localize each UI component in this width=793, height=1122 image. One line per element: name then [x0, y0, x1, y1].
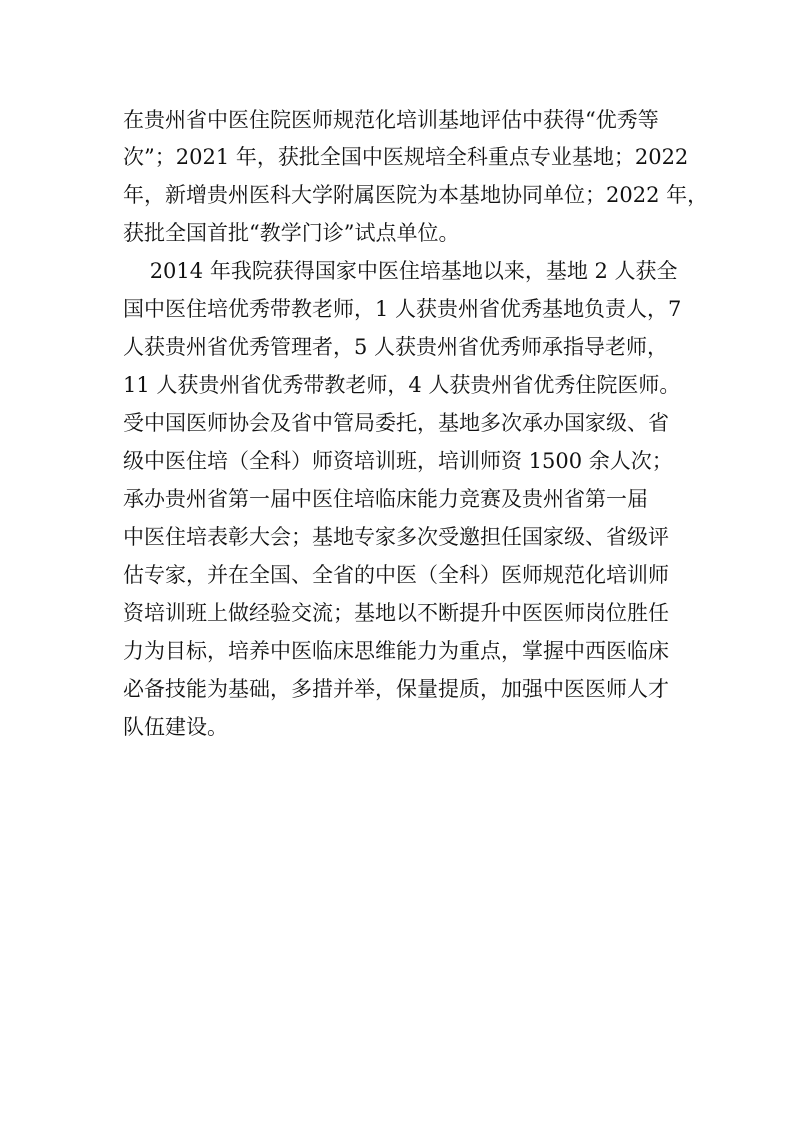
paragraph-1-line-4: 获批全国首批“教学门诊”试点单位。	[123, 221, 460, 245]
paragraph-2-line-1: 2014 年我院获得国家中医住培基地以来，基地 2 人获全	[123, 259, 678, 283]
paragraph-2-line-13: 队伍建设。	[123, 715, 228, 739]
paragraph-2-line-7: 承办贵州省第一届中医住培临床能力竞赛及贵州省第一届	[123, 487, 648, 511]
paragraph-1-line-3: 年，新增贵州医科大学附属医院为本基地协同单位；2022 年，	[123, 183, 709, 207]
paragraph-2-line-10: 资培训班上做经验交流；基地以不断提升中医医师岗位胜任	[123, 601, 669, 625]
paragraph-1-line-1: 在贵州省中医住院医师规范化培训基地评估中获得“优秀等	[123, 108, 659, 132]
paragraph-2-line-8: 中医住培表彰大会；基地专家多次受邀担任国家级、省级评	[123, 525, 669, 549]
paragraph-2-line-4: 11 人获贵州省优秀带教老师，4 人获贵州省优秀住院医师。	[123, 373, 681, 397]
paragraph-2-line-3: 人获贵州省优秀管理者，5 人获贵州省优秀师承指导老师，	[123, 335, 669, 359]
paragraph-2-line-6: 级中医住培（全科）师资培训班，培训师资 1500 余人次；	[123, 449, 673, 473]
paragraph-2-line-9: 估专家，并在全国、全省的中医（全科）医师规范化培训师	[123, 563, 669, 587]
paragraph-2-line-2: 国中医住培优秀带教老师，1 人获贵州省优秀基地负责人，7	[123, 297, 682, 321]
paragraph-2-line-11: 力为目标，培养中医临床思维能力为重点，掌握中西医临床	[123, 639, 669, 663]
paragraph-1-line-2: 次”；2021 年，获批全国中医规培全科重点专业基地；2022	[123, 145, 689, 169]
paragraph-2-line-5: 受中国医师协会及省中管局委托，基地多次承办国家级、省	[123, 411, 669, 435]
paragraph-2-line-12: 必备技能为基础，多措并举，保量提质，加强中医医师人才	[123, 677, 669, 701]
